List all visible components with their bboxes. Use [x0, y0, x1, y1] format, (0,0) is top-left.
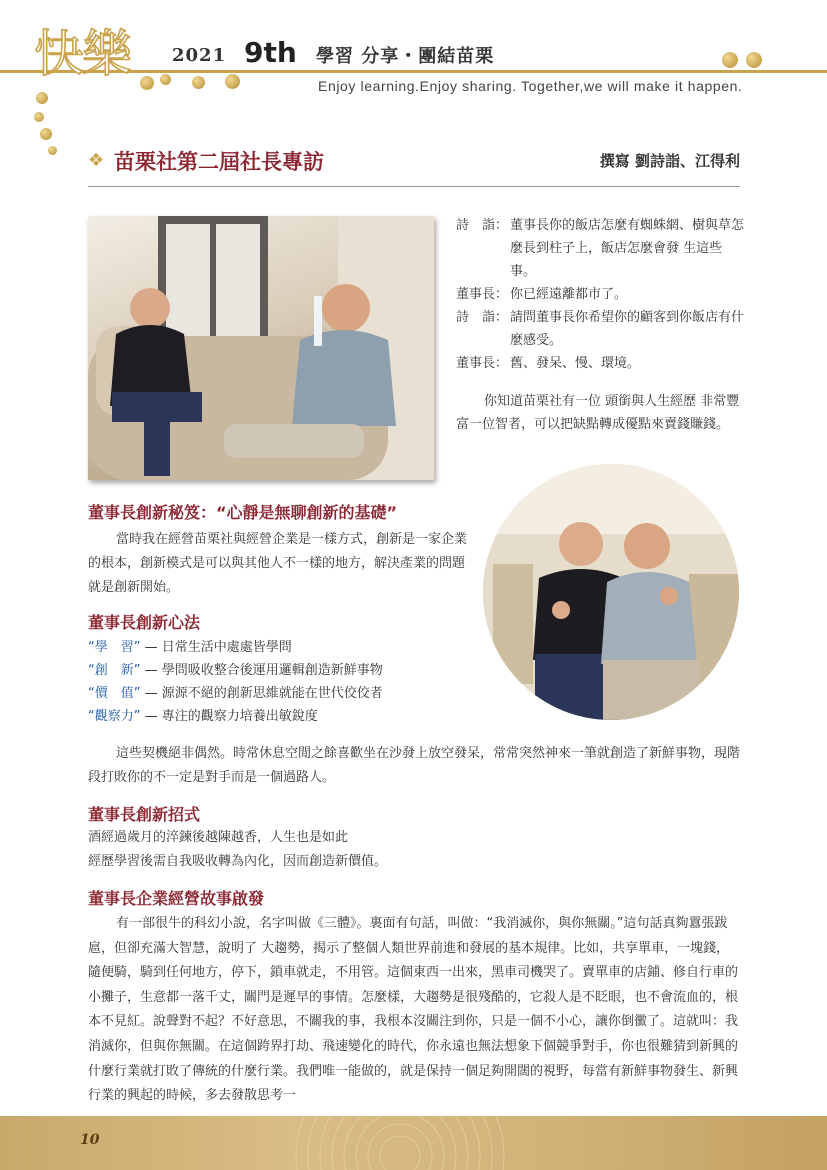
dialogue-line [456, 306, 746, 352]
dialogue-text: 舊、發呆、慢、環境。 [510, 356, 641, 371]
gold-dot [48, 146, 57, 155]
moves-line: 經歷學習後需自我吸收轉為內化，因而創造新價值。 [88, 854, 388, 869]
section-heading-story: 董事長企業經營故事啟發 [88, 889, 265, 908]
article-author: 撰寫 劉詩詣、江得利 [599, 152, 740, 170]
gold-dot [746, 52, 762, 68]
chairman-portrait-photo [483, 464, 739, 720]
mindset-description: — 源源不絕的創新思維就能在世代佼佼者 [144, 686, 383, 701]
dialogue-text: 請問董事長你希望你的顧客到你飯店有什麼感受。 [510, 310, 745, 348]
gold-dot [36, 92, 48, 104]
intro-paragraph: 你知道苗栗社有一位 頭銜與人生經歷 非常豐富一位智者，可以把缺點轉成優點來賣錢賺錢。 [456, 394, 740, 432]
list-item [88, 705, 468, 728]
mindset-keyword: “價 值” [88, 686, 141, 701]
mindset-keyword: “創 新” [88, 663, 141, 678]
interview-photo [88, 216, 434, 480]
portrait-illustration [483, 464, 739, 720]
page-footer-band [0, 1116, 827, 1170]
article-title-row [88, 146, 740, 176]
list-item [88, 636, 468, 659]
gold-dot [192, 76, 205, 89]
mindset-description: — 專注的觀察力培養出敏銳度 [144, 709, 318, 724]
mindset-description: — 學問吸收整合後運用邏輯創造新鮮事物 [144, 663, 383, 678]
dialogue-speaker: 董事長： [456, 356, 509, 371]
gold-dot [225, 74, 240, 89]
section-body-secret: 當時我在經營苗栗社與經營企業是一樣方式，創新是一家企業的根本，創新模式是可以與其他人不一樣的地方，解決產業的問題就是創新開始。 [88, 532, 468, 595]
dialogue-line [456, 214, 746, 283]
list-item [88, 682, 468, 705]
title-divider [88, 186, 740, 187]
gold-dot [40, 128, 52, 140]
logo-text: 快樂 [34, 25, 130, 83]
mindset-description: — 日常生活中處處皆學問 [144, 640, 292, 655]
gold-dot [34, 112, 44, 122]
dialogue-text: 董事長你的飯店怎麼有蜘蛛網、樹與草怎麼長到柱子上，飯店怎麼會發 生這些事。 [510, 218, 745, 279]
header-english-slogan: Enjoy learning.Enjoy sharing. Together,we will make it happen. [318, 78, 743, 94]
gold-dot [160, 74, 171, 85]
header-year: 2021 [172, 45, 227, 66]
article-title: 苗栗社第二屆社長專訪 [114, 149, 324, 174]
dialogue-line [456, 352, 746, 375]
dialogue-speaker: 詩 詣： [456, 310, 509, 325]
section-body-moves [88, 826, 742, 874]
dialogue-line [456, 283, 746, 306]
mindset-list [88, 636, 468, 728]
dialogue-speaker: 董事長： [456, 287, 509, 302]
gold-dot [722, 52, 738, 68]
section-body-story: 有一部很牛的科幻小說，名字叫做《三體》。裏面有句話，叫做：“我消滅你，與你無關。”這句話真夠囂張跋扈，但卻充滿大智慧，說明了 大趨勢，揭示了整個人類世界前進和發展的基本規律。比如，共享單車，一塊錢，隨便騎，騎到任何地方，停下，鎖車就走，不用管。這個東西一出來，黑車司機哭了。賣單車的店鋪、修自行車的小攤子，生意都一落千丈，關門是遲早的事情。怎麼樣，大趨勢是很殘酷的，它殺人是不眨眼，也不會流血的，根本不見紅。說聲對不起？不好意思，不關我的事，我根本沒關注到你，只是一個不小心，讓你倒黴了。這就叫：我消滅你，但與你無關。在這個跨界打劫、飛速變化的時代，你永遠也無法想象下個競爭對手，你也很難猜到新興的什麼行業就打敗了傳統的什麼行業。我們唯一能做的，就是保持一個足夠開闊的視野，每當有新鮮事物發生、新興行業的興起的時候，多去發散思考一 [88, 916, 739, 1104]
section-heading-moves: 董事長創新招式 [88, 805, 201, 824]
section-heading-secret: 董事長創新秘笈：“心靜是無聊創新的基礎” [88, 503, 398, 522]
interview-dialogue [456, 214, 746, 375]
dialogue-text: 你已經遠離都市了。 [510, 287, 628, 302]
mindset-keyword: “學 習” [88, 640, 141, 655]
page-number: 10 [80, 1132, 100, 1148]
header-motto: 學習 分享・團結苗栗 [316, 46, 495, 67]
interview-photo-illustration [88, 216, 434, 480]
diamond-bullet-icon: ❖ [88, 150, 105, 171]
moves-line: 酒經過歲月的淬鍊後越陳越香，人生也是如此 [88, 830, 349, 845]
paragraph-opportunity: 這些契機絕非偶然。時常休息空閒之餘喜歡坐在沙發上放空發呆，常常突然神來一筆就創造了新鮮事物，現階段打敗你的不一定是對手而是一個過路人。 [88, 746, 741, 785]
gold-dot [140, 76, 154, 90]
header-edition: 9th [244, 36, 297, 69]
dialogue-speaker: 詩 詣： [456, 218, 509, 233]
section-heading-mindset: 董事長創新心法 [88, 613, 201, 632]
list-item [88, 659, 468, 682]
mindset-keyword: “觀察力” [88, 709, 141, 724]
footer-ring-pattern [0, 1116, 827, 1170]
